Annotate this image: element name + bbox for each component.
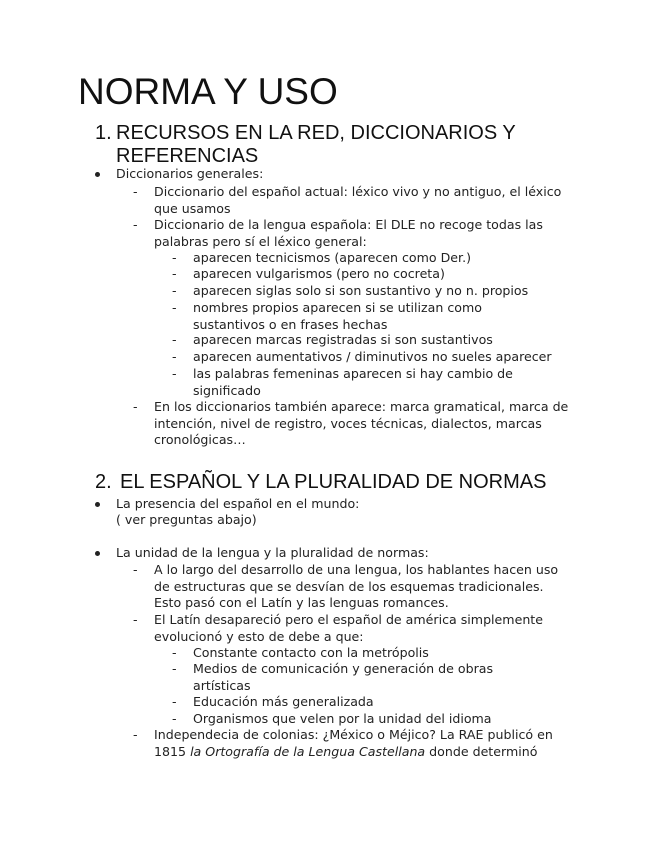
sublist-item-aumentativos: aparecen aumentativos / diminutivos no sueles aparecer — [193, 349, 552, 364]
dash-marker: - — [172, 283, 177, 298]
section-1-title-line2: REFERENCIAS — [116, 145, 259, 167]
list-item-diccionarios-generales: Diccionarios generales: — [116, 166, 264, 181]
dash-marker: - — [133, 184, 138, 199]
sublist-item-educacion: Educación más generalizada — [193, 694, 374, 709]
dash-marker: - — [133, 217, 138, 232]
dash-marker: - — [172, 266, 177, 281]
sublist-item-siglas: aparecen siglas solo si son sustantivo y no n. propios — [193, 283, 529, 298]
list-item-dle: Diccionario de la lengua española: El DLE no recoge todas las palabras pero sí el léxico general: — [154, 217, 543, 249]
sublist-item-tecnicismos: aparecen tecnicismos (aparecen como Der.) — [193, 250, 471, 265]
list-item-diccionarios-aparece: En los diccionarios también aparece: marca gramatical, marca de intención, nivel de registro, voces técnicas, dialectos, marcas cronológicas… — [154, 399, 569, 447]
ortografia-title-italic: la Ortografía de la Lengua Castellana — [190, 743, 426, 759]
bullet — [95, 172, 100, 177]
list-item-independencia — [154, 727, 584, 760]
list-item-presencia: La presencia del español en el mundo: — [116, 496, 360, 511]
sublist-item-vulgarismos: aparecen vulgarismos (pero no cocreta) — [193, 266, 445, 281]
dash-marker: - — [172, 250, 177, 265]
bullet — [95, 502, 100, 507]
sublist-item-contacto: Constante contacto con la metrópolis — [193, 645, 429, 660]
page-title: NORMA Y USO — [78, 71, 338, 112]
dash-marker: - — [133, 727, 138, 742]
section-2-title: EL ESPAÑOL Y LA PLURALIDAD DE NORMAS — [120, 471, 547, 493]
sublist-item-marcas: aparecen marcas registradas si son sustantivos — [193, 332, 493, 347]
section-1-title-line1: RECURSOS EN LA RED, DICCIONARIOS Y — [116, 122, 516, 144]
dash-marker: - — [172, 332, 177, 347]
list-item-dea: Diccionario del español actual: léxico vivo y no antiguo, el léxico que usamos — [154, 184, 562, 216]
dash-marker: - — [133, 562, 138, 577]
list-item-latin: El Latín desapareció pero el español de américa simplemente evolucionó y esto de debe a que: — [154, 612, 543, 644]
section-1-number: 1. — [95, 122, 112, 144]
dash-marker: - — [172, 711, 177, 726]
sublist-item-medios: Medios de comunicación y generación de obras artísticas — [193, 661, 494, 693]
dash-marker: - — [172, 300, 177, 315]
dash-marker: - — [133, 399, 138, 414]
independencia-text-a: Independecia de colonias: ¿México o Méjico? La RAE publicó en 1815 — [154, 727, 553, 759]
dash-marker: - — [172, 645, 177, 660]
bullet — [95, 551, 100, 556]
dash-marker: - — [133, 612, 138, 627]
dash-marker: - — [172, 661, 177, 676]
dash-marker: - — [172, 694, 177, 709]
sublist-item-nombres-propios: nombres propios aparecen si se utilizan como sustantivos o en frases hechas — [193, 300, 482, 332]
list-item-presencia-note: ( ver preguntas abajo) — [116, 512, 257, 527]
list-item-unidad: La unidad de la lengua y la pluralidad de normas: — [116, 545, 429, 560]
dash-marker: - — [172, 349, 177, 364]
section-2-number: 2. — [95, 471, 112, 493]
list-item-desarrollo: A lo largo del desarrollo de una lengua, los hablantes hacen uso de estructuras que se desvían de los esquemas tradicionales. Esto pasó con el Latín y las lenguas romances. — [154, 562, 559, 610]
dash-marker: - — [172, 366, 177, 381]
sublist-item-femeninas: las palabras femeninas aparecen si hay cambio de significado — [193, 366, 513, 398]
sublist-item-organismos: Organismos que velen por la unidad del idioma — [193, 711, 492, 726]
independencia-text-b: donde determinó — [425, 743, 538, 759]
